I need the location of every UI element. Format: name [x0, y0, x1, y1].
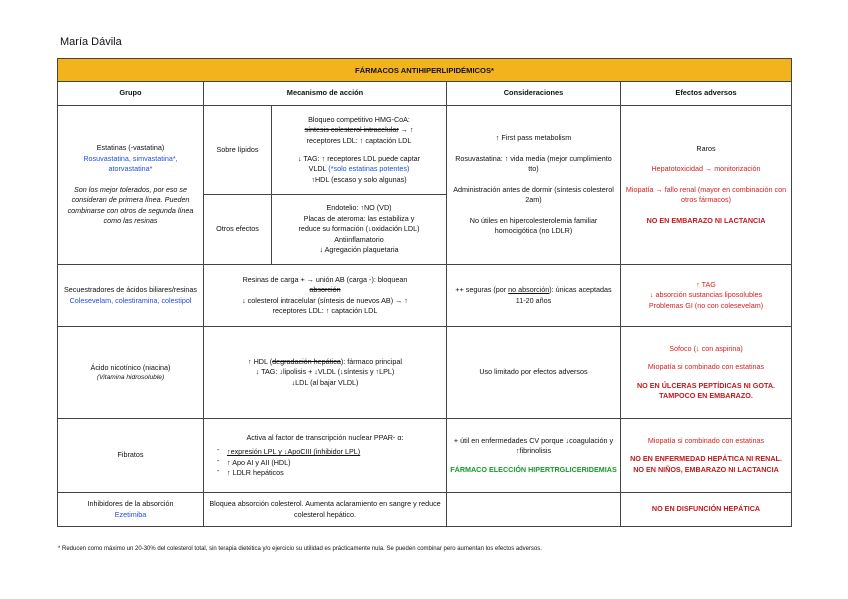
mech-arrow: → ↑ — [398, 125, 414, 135]
mech-line: receptores LDL: ↑ captación LDL — [272, 305, 378, 315]
mech-line: ↓ TAG: ↓lipolisis + ↓VLDL (↓síntesis y ↑LPL) — [255, 367, 395, 377]
cons-line: No útiles en hipercolesterolemia familiar homocigótica (no LDLR) — [469, 215, 598, 236]
header-consideraciones: Consideraciones — [447, 82, 621, 106]
adv-line: Hepatotoxicidad → monitorización — [651, 164, 761, 174]
niacina-considerations: Uso limitado por efectos adversos — [447, 327, 621, 419]
mech-line: Endotelio: ↑NO (VD) — [326, 203, 392, 213]
fibratos-considerations — [447, 419, 621, 493]
drugs-table — [57, 58, 792, 527]
estatinas-note: Son los mejor tolerados, por eso se consideran de primera línea. Pueden combinarse con otros de segunda línea como las resinas — [67, 184, 194, 226]
mech-line: ↓ TAG: ↑ receptores LDL puede captar — [297, 154, 421, 163]
adv-line: Miopatía si combinado con estatinas — [647, 362, 765, 372]
fibratos-mechanism — [204, 419, 447, 493]
mech-line — [207, 357, 443, 367]
mech-line: Resinas de carga + → unión AB (carga -): bloquean — [242, 274, 408, 284]
list-item: - ↑ LDLR hepáticos — [217, 468, 443, 478]
estatinas-drugs-1: Rosuvastatina, simvastatina*, — [83, 153, 178, 163]
ezetimiba-drug: Ezetimiba — [114, 509, 147, 519]
group-niacina — [58, 327, 204, 419]
list-item: - ↑expresión LPL y ↓ApoCIII (inhibidor LPL) — [217, 447, 443, 457]
ezetimiba-considerations — [447, 493, 621, 527]
adv-line: Raros — [696, 143, 716, 153]
author-name: María Dávila — [60, 36, 122, 48]
header-efectos: Efectos adversos — [621, 82, 792, 106]
cons-line: Administración antes de dormir (síntesis colesterol 2am) — [453, 184, 614, 205]
resinas-drugs: Colesevelam, colestiramina, colestipol — [69, 295, 192, 305]
cons-text: ): únicas aceptadas 11-20 años — [515, 285, 612, 305]
mech-line — [275, 125, 443, 135]
estatinas-adverse — [621, 106, 792, 265]
adv-line: Sofoco (↓ con aspirina) — [669, 343, 743, 353]
mech-line — [275, 164, 443, 174]
cons-line: FÁRMACO ELECCIÓN HIPERTRGLICERIDEMIAS — [450, 464, 617, 474]
resinas-mechanism — [204, 265, 447, 327]
row-fibratos — [58, 419, 792, 493]
header-grupo: Grupo — [58, 82, 204, 106]
ezetimiba-mechanism: Bloquea absorción colesterol. Aumenta aclaramiento en sangre y reduce colesterol hepático. — [204, 493, 447, 527]
mech-line: Activa al factor de transcripción nuclear PPAR- α: — [246, 432, 404, 442]
list-item: - ↑ Apo AI y AII (HDL) — [217, 458, 443, 468]
mech-line: Bloqueo competitivo HMG-CoA: — [308, 114, 410, 124]
mech-text: ): fármaco principal — [340, 356, 402, 366]
strike-text: síntesis colesterol intracelular — [304, 125, 399, 135]
estatinas-sub-lipidos: Sobre lípidos — [204, 106, 272, 195]
adv-line: Miopatía → fallo renal (mayor en combinación con otros fármacos) — [625, 184, 787, 205]
niacina-note: (Vitamina hidrosoluble) — [96, 373, 165, 381]
group-ezetimiba — [58, 493, 204, 527]
row-estatinas — [58, 106, 792, 195]
row-resinas — [58, 265, 792, 327]
adv-line: ↑ TAG — [696, 279, 716, 289]
fibratos-adverse — [621, 419, 792, 493]
resinas-adverse — [621, 265, 792, 327]
estatinas-drugs-2: atorvastatina* — [108, 164, 153, 174]
fibratos-list — [207, 447, 443, 478]
mech-line: ↓ colesterol intracelular (síntesis de nuevos AB) → ↑ — [242, 295, 408, 305]
cons-text: ++ seguras (por — [455, 285, 509, 295]
resinas-considerations — [447, 265, 621, 327]
cons-line: ↑ First pass metabolism — [495, 133, 572, 143]
row-ezetimiba — [58, 493, 792, 527]
resinas-name: Secuestradores de ácidos biliares/resinas — [63, 285, 198, 295]
estatinas-sub-otros: Otros efectos — [204, 195, 272, 265]
adv-line: NO EN ENFERMEDAD HEPÁTICA NI RENAL. NO EN NIÑOS, EMBARAZO NI LACTANCIA — [630, 454, 782, 474]
adv-line: NO EN ÚLCERAS PEPTÍDICAS NI GOTA. TAMPOCO EN EMBARAZO. — [636, 380, 776, 400]
mech-text: ↑ HDL ( — [248, 356, 273, 366]
estatinas-mech-otros — [272, 195, 447, 265]
group-estatinas — [58, 106, 204, 265]
cons-underline: no absorción — [508, 285, 550, 295]
strike-text: degradación hepática — [272, 356, 341, 366]
group-fibratos: Fibratos — [58, 419, 204, 493]
estatinas-name: Estatinas (-vastatina) — [96, 143, 165, 153]
mech-line: ↑HDL (escaso y solo algunas) — [311, 174, 407, 184]
mech-text: VLDL — [308, 164, 329, 174]
niacina-mechanism — [204, 327, 447, 419]
mech-line: ↓LDL (al bajar VLDL) — [291, 377, 359, 387]
mech-note: (*solo estatinas potentes) — [328, 164, 410, 174]
niacina-name: Ácido nicotínico (niacina) — [90, 362, 171, 372]
ezetimiba-adverse: NO EN DISFUNCIÓN HEPÁTICA — [621, 493, 792, 527]
estatinas-mech-lipidos — [272, 106, 447, 195]
header-row — [58, 82, 792, 106]
row-niacina — [58, 327, 792, 419]
adv-line: Problemas GI (no con colesevelam) — [648, 300, 764, 310]
ezetimiba-name: Inhibidores de la absorción — [87, 499, 174, 509]
adv-line: ↓ absorción sustancias liposolubles — [649, 290, 763, 300]
adv-line: Miopatía si combinado con estatinas — [647, 435, 765, 445]
estatinas-considerations — [447, 106, 621, 265]
niacina-adverse — [621, 327, 792, 419]
group-resinas — [58, 265, 204, 327]
mech-line: absorción — [309, 285, 341, 295]
cons-line: Rosuvastatina: ↑ vida media (mejor cumplimiento tto) — [455, 153, 612, 174]
adv-line: NO EN EMBARAZO NI LACTANCIA — [646, 215, 766, 225]
mech-line: Antiinflamatorio — [334, 234, 384, 244]
mech-line: receptores LDL: ↑ captación LDL — [306, 135, 412, 145]
cons-line: + útil en enfermedades CV porque ↓coagulación y ↑fibrinolisis — [453, 435, 614, 456]
header-mecanismo: Mecanismo de acción — [204, 82, 447, 106]
mech-line: reduce su formación (↓oxidación LDL) — [298, 224, 420, 234]
table-title: FÁRMACOS ANTIHIPERLIPIDÉMICOS* — [58, 59, 792, 82]
footnote: * Reducen como máximo un 20-30% del colesterol total, sin terapia dietética y/o ejercicio su utilidad es prácticamente nula. Se pueden combinar pero aumentan los efectos adversos. — [58, 546, 542, 552]
mech-line: Placas de ateroma: las estabiliza y — [303, 213, 415, 223]
mech-line: ↓ Agregación plaquetaria — [319, 245, 399, 255]
